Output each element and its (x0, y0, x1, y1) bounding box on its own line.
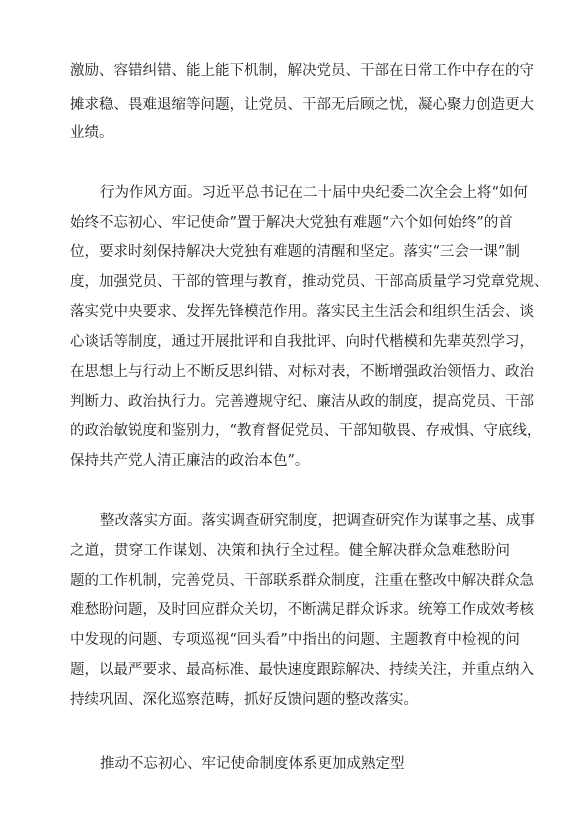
paragraph-line: 行为作风方面。习近平总书记在二十届中央纪委二次全会上将“如何 (100, 185, 528, 201)
paragraph-line: 位，要求时刻保持解决大党独有难题的清醒和坚定。落实“三会一课”制 (70, 244, 520, 260)
paragraph-line: 落实党中央要求、发挥先锋模范作用。落实民主生活会和组织生活会、谈 (70, 304, 534, 320)
paragraph-line: 心谈话等制度，通过开展批评和自我批评、向时代楷模和先辈英烈学习， (70, 334, 534, 350)
paragraph-line: 摊求稳、畏难退缩等问题，让党员、干部无后顾之忧，凝心聚力创造更大 (70, 97, 534, 113)
paragraph-line: 保持共产党人清正廉洁的政治本色”。 (70, 453, 310, 469)
paragraph-line: 判断力、政治执行力。完善遵规守纪、廉洁从政的制度，提高党员、干部 (70, 394, 534, 410)
paragraph-line: 整改落实方面。落实调查研究制度，把调查研究作为谋事之基、成事 (100, 513, 535, 529)
paragraph-line: 激励、容错纠错、能上能下机制，解决党员、干部在日常工作中存在的守 (70, 63, 534, 79)
section-heading: 推动不忘初心、牢记使命制度体系更加成熟定型 (100, 756, 405, 772)
paragraph-line: 度，加强党员、干部的管理与教育，推动党员、干部高质量学习党章党规、 (70, 274, 549, 290)
paragraph-line: 业绩。 (70, 125, 114, 141)
paragraph-line: 在思想上与行动上不断反思纠错、对标对表，不断增强政治领悟力、政治 (70, 364, 534, 380)
paragraph-line: 持续巩固、深化巡察范畴，抓好反馈问题的整改落实。 (70, 692, 418, 708)
paragraph-line: 难愁盼问题，及时回应群众关切，不断满足群众诉求。统筹工作成效考核 (70, 602, 534, 618)
paragraph-line: 题的工作机制，完善党员、干部联系群众制度，注重在整改中解决群众急 (70, 573, 534, 589)
paragraph-line: 中发现的问题、专项巡视“回头看”中指出的问题、主题教育中检视的问 (70, 632, 520, 648)
paragraph-line: 始终不忘初心、牢记使命”置于解决大党独有难题“六个如何始终”的首 (70, 215, 513, 231)
paragraph-line: 的政治敏锐度和鉴别力，“教育督促党员、干部知敬畏、存戒惧、守底线， (70, 423, 542, 439)
paragraph-line: 之道，贯穿工作谋划、决策和执行全过程。健全解决群众急难愁盼问 (70, 543, 510, 559)
paragraph-line: 题，以最严要求、最高标准、最快速度跟踪解决、持续关注，并重点纳入 (70, 662, 534, 678)
